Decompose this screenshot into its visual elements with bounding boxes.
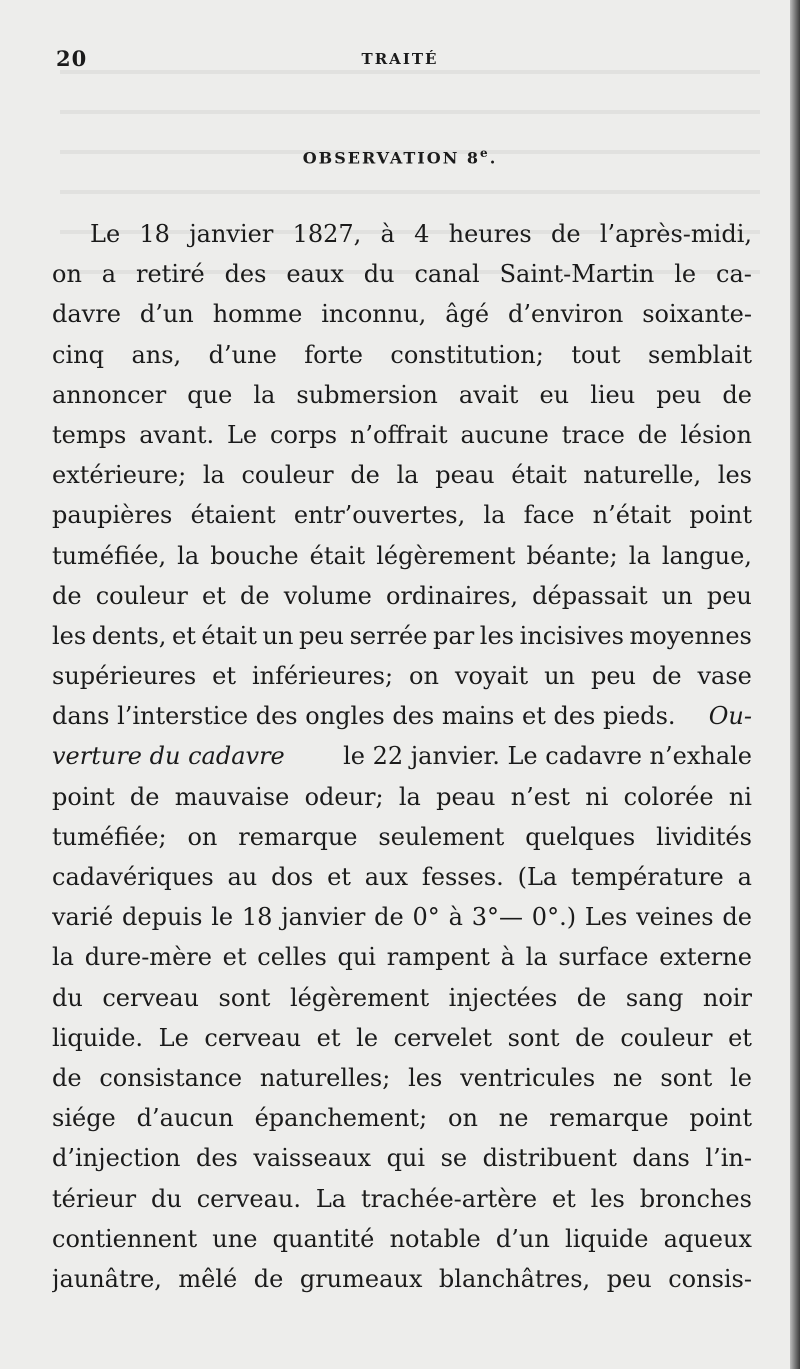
text-line	[52, 863, 752, 903]
word: vaisseaux	[253, 1144, 372, 1173]
word: peau	[435, 461, 495, 490]
text-line	[52, 1225, 752, 1265]
word: voyait	[454, 662, 529, 691]
word: de	[253, 1264, 284, 1293]
word: rampent	[386, 943, 490, 972]
word: béante;	[526, 541, 618, 570]
word: veines	[636, 903, 714, 932]
text-line	[52, 1144, 752, 1184]
word: et	[551, 1184, 576, 1213]
text-line-mixed	[52, 742, 752, 782]
word: les	[590, 1184, 625, 1213]
word: mêlé	[178, 1264, 238, 1293]
word: contiennent	[52, 1224, 198, 1253]
word: point	[52, 782, 115, 811]
word: grumeaux	[299, 1264, 423, 1293]
word: peu	[706, 581, 752, 610]
word: surface	[558, 943, 649, 972]
word: peu	[590, 662, 636, 691]
word: trachée-artère	[360, 1184, 538, 1213]
word: ans,	[131, 340, 182, 369]
word: les	[717, 461, 752, 490]
word: couleur	[620, 1023, 713, 1052]
text-line	[52, 622, 752, 662]
word: paupières	[52, 501, 173, 530]
word: tuméfiée,	[52, 541, 167, 570]
text-line	[52, 1064, 752, 1104]
section-heading-period: .	[489, 148, 498, 168]
word: annoncer	[52, 380, 167, 409]
word: des	[195, 1144, 238, 1173]
word: du	[52, 983, 83, 1012]
word: lividités	[656, 822, 752, 851]
word: dure-mère	[84, 943, 212, 972]
word: entr’ouvertes,	[293, 501, 466, 530]
word: la	[628, 541, 651, 570]
word: n’offrait	[349, 420, 448, 449]
word: avant.	[139, 420, 215, 449]
word: lieu	[590, 380, 636, 409]
word: aqueux	[663, 1224, 752, 1253]
word: heures	[448, 220, 532, 248]
word: un	[661, 581, 693, 610]
word: 3°—	[471, 903, 523, 932]
word: une	[212, 1224, 258, 1253]
word: d’une	[208, 340, 277, 369]
word: du	[363, 260, 395, 289]
text-line	[52, 501, 752, 541]
word: étaient	[190, 501, 276, 530]
word: et	[327, 863, 351, 891]
word: de	[129, 782, 160, 811]
word: du	[151, 1184, 182, 1213]
word: couleur	[241, 461, 334, 490]
word: la	[396, 461, 419, 490]
word: bouche	[210, 541, 299, 570]
word: sont	[660, 1063, 713, 1092]
word: (La	[517, 863, 558, 891]
word: le	[211, 903, 234, 932]
word: a	[101, 260, 117, 289]
word: consistance	[99, 1063, 243, 1092]
word: ni	[728, 782, 752, 811]
text-line	[52, 220, 752, 260]
word: seulement	[378, 822, 505, 851]
word: la	[52, 943, 74, 972]
word: Le	[158, 1023, 189, 1052]
text-line	[52, 984, 752, 1024]
word: la	[483, 501, 506, 530]
running-head: TRAITÉ	[361, 50, 439, 68]
word: serrée	[349, 621, 428, 650]
word: que	[187, 380, 233, 409]
word: noir	[702, 983, 752, 1012]
word: homme	[212, 300, 303, 329]
word: sont	[218, 983, 271, 1012]
word: peu	[606, 1264, 652, 1293]
text-line	[52, 1024, 752, 1064]
word: et	[202, 581, 226, 610]
word: se	[440, 1144, 468, 1173]
word: n’était	[592, 501, 672, 530]
word: quantité	[272, 1224, 375, 1253]
text-line	[52, 943, 752, 983]
word: cerveau	[102, 983, 200, 1012]
word: peu	[298, 621, 345, 650]
page-edge-shadow	[790, 0, 800, 1369]
word: ne	[498, 1104, 529, 1133]
word: trace	[561, 420, 625, 449]
word: inconnu,	[321, 300, 427, 329]
text-line	[52, 421, 752, 461]
body-text	[52, 220, 752, 1305]
text-line	[52, 300, 752, 340]
word: vase	[697, 662, 752, 691]
word: langue,	[661, 541, 752, 570]
word: La	[315, 1184, 347, 1213]
word: aucune	[460, 420, 549, 449]
word: on	[448, 1104, 478, 1133]
word: semblait	[648, 340, 752, 369]
italic-segment: verture du cadavre	[52, 742, 285, 771]
word: sont	[507, 1023, 560, 1052]
word: celles	[257, 943, 327, 972]
word: 1827,	[292, 220, 362, 248]
word: blanchâtres,	[438, 1264, 591, 1293]
text-line	[52, 1185, 752, 1225]
word: couleur	[95, 581, 188, 610]
word: siége	[52, 1104, 116, 1133]
word: l’après-midi,	[599, 220, 752, 248]
word: à	[448, 903, 463, 932]
word: remarque	[549, 1104, 669, 1133]
word: l’in-	[705, 1144, 752, 1173]
word: tuméfiée;	[52, 822, 167, 851]
text-line	[52, 341, 752, 381]
text-line	[52, 381, 752, 421]
word: de	[240, 581, 270, 610]
text-line	[52, 1265, 752, 1305]
word: varié	[52, 903, 114, 932]
word: par	[433, 621, 475, 650]
text-line	[52, 582, 752, 622]
word: de	[350, 461, 380, 490]
word: on	[52, 260, 82, 289]
word: depuis	[122, 903, 203, 932]
word: température	[571, 863, 724, 891]
word: la	[398, 782, 421, 811]
text-line	[52, 783, 752, 823]
word: était	[309, 541, 366, 570]
word: volume	[283, 581, 372, 610]
word: Saint-Martin	[499, 260, 655, 289]
word: face	[523, 501, 575, 530]
word: ventricules	[460, 1063, 596, 1092]
word: colorée	[623, 782, 714, 811]
word: de	[550, 220, 581, 248]
word: qui	[337, 943, 376, 972]
word: moyennes	[629, 621, 752, 650]
word: point	[689, 1104, 752, 1133]
text-line-mixed	[52, 702, 752, 742]
word: dépassait	[532, 581, 648, 610]
word: dans	[632, 1144, 690, 1173]
word: de	[722, 380, 752, 409]
word: davre	[52, 300, 121, 329]
word: qui	[386, 1144, 426, 1173]
word: inférieures;	[251, 662, 394, 691]
word: cervelet	[393, 1023, 493, 1052]
word: âgé	[445, 300, 490, 329]
text-line	[52, 542, 752, 582]
word: la	[177, 541, 200, 570]
word: tout	[571, 340, 621, 369]
word: de	[722, 903, 752, 932]
word: et	[212, 662, 236, 691]
word: janvier	[189, 220, 274, 248]
word: et	[222, 943, 247, 972]
word: janvier	[281, 903, 366, 932]
word: le	[356, 1023, 379, 1052]
word: épanchement;	[254, 1104, 428, 1133]
word: aux	[364, 863, 409, 891]
word: 18	[241, 903, 273, 932]
section-heading-superscript: e	[480, 146, 490, 160]
text-line-segment: dans l’interstice des ongles des mains et des pieds.	[52, 702, 676, 731]
word: point	[689, 501, 752, 530]
word: on	[409, 662, 439, 691]
word: injectées	[448, 983, 558, 1012]
word: Le	[90, 220, 121, 248]
word: n’est	[510, 782, 570, 811]
word: supérieures	[52, 662, 197, 691]
word: le	[730, 1063, 752, 1092]
text-line-segment: le 22 janvier. Le cadavre n’exhale	[343, 742, 752, 771]
word: ne	[612, 1063, 643, 1092]
word: temps	[52, 420, 127, 449]
word: d’aucun	[136, 1104, 234, 1133]
word: les	[52, 621, 87, 650]
word: 18	[139, 220, 170, 248]
word: soixante-	[642, 300, 752, 329]
word: de	[52, 1063, 82, 1092]
word: retiré	[136, 260, 205, 289]
word: incisives	[519, 621, 624, 650]
word: térieur	[52, 1184, 137, 1213]
section-heading	[0, 146, 800, 167]
word: de	[637, 420, 668, 449]
word: Les	[584, 903, 628, 932]
word: de	[575, 1023, 605, 1052]
word: d’injection	[52, 1144, 181, 1173]
word: a	[737, 863, 752, 891]
word: bronches	[639, 1184, 752, 1213]
word: de	[576, 983, 607, 1012]
word: les	[408, 1063, 443, 1092]
word: liquide.	[52, 1023, 144, 1052]
word: extérieure;	[52, 461, 187, 490]
word: externe	[659, 943, 752, 972]
word: la	[253, 380, 276, 409]
word: la	[525, 943, 548, 972]
text-line	[52, 260, 752, 300]
word: liquide	[565, 1224, 649, 1253]
text-line	[52, 903, 752, 943]
word: avait	[458, 380, 519, 409]
word: 0°.)	[531, 903, 577, 932]
word: un	[262, 621, 294, 650]
word: cadavériques	[52, 863, 214, 891]
word: au	[227, 863, 258, 891]
word: d’un	[495, 1224, 550, 1253]
word: ordinaires,	[385, 581, 519, 610]
word: 4	[414, 220, 430, 248]
text-line	[52, 1104, 752, 1144]
word: jaunâtre,	[52, 1264, 162, 1293]
word: constitution;	[390, 340, 544, 369]
word: Le	[226, 420, 258, 449]
word: dents,	[91, 621, 167, 650]
word: à	[380, 220, 395, 248]
word: de	[651, 662, 682, 691]
word: ni	[585, 782, 609, 811]
word: d’environ	[508, 300, 624, 329]
word: eaux	[286, 260, 344, 289]
word: d’un	[139, 300, 194, 329]
word: lésion	[680, 420, 752, 449]
word: mauvaise	[174, 782, 290, 811]
word: de	[52, 581, 82, 610]
word: peau	[436, 782, 496, 811]
section-heading-text: OBSERVATION 8	[302, 148, 481, 168]
word: cerveau.	[196, 1184, 301, 1213]
word: corps	[270, 420, 338, 449]
italic-segment: Ou-	[708, 702, 752, 731]
word: consis-	[668, 1264, 752, 1293]
word: on	[187, 822, 218, 851]
word: forte	[304, 340, 363, 369]
word: ca-	[716, 260, 752, 289]
word: 0°	[412, 903, 440, 932]
word: eu	[539, 380, 570, 409]
word: le	[674, 260, 697, 289]
word: fesses.	[421, 863, 504, 891]
word: un	[544, 662, 575, 691]
text-line	[52, 662, 752, 702]
word: submersion	[296, 380, 438, 409]
word: sang	[625, 983, 684, 1012]
word: et	[316, 1023, 341, 1052]
word: des	[224, 260, 267, 289]
word: naturelle,	[583, 461, 702, 490]
word: canal	[414, 260, 480, 289]
word: et	[728, 1023, 752, 1052]
word: légèrement	[376, 541, 516, 570]
word: et	[171, 621, 196, 650]
word: légèrement	[289, 983, 430, 1012]
word: remarque	[238, 822, 358, 851]
word: peu	[656, 380, 702, 409]
word: dos	[271, 863, 314, 891]
word: les	[479, 621, 514, 650]
word: quelques	[525, 822, 636, 851]
page-number: 20	[56, 46, 88, 71]
word: distribuent	[482, 1144, 617, 1173]
word: cerveau	[204, 1023, 302, 1052]
text-line	[52, 461, 752, 501]
word: était	[201, 621, 257, 650]
word: était	[511, 461, 567, 490]
word: de	[374, 903, 404, 932]
text-line	[52, 823, 752, 863]
word: la	[202, 461, 225, 490]
word: notable	[389, 1224, 481, 1253]
word: cinq	[52, 340, 104, 369]
word: naturelles;	[259, 1063, 391, 1092]
word: à	[500, 943, 515, 972]
word: odeur;	[304, 782, 384, 811]
